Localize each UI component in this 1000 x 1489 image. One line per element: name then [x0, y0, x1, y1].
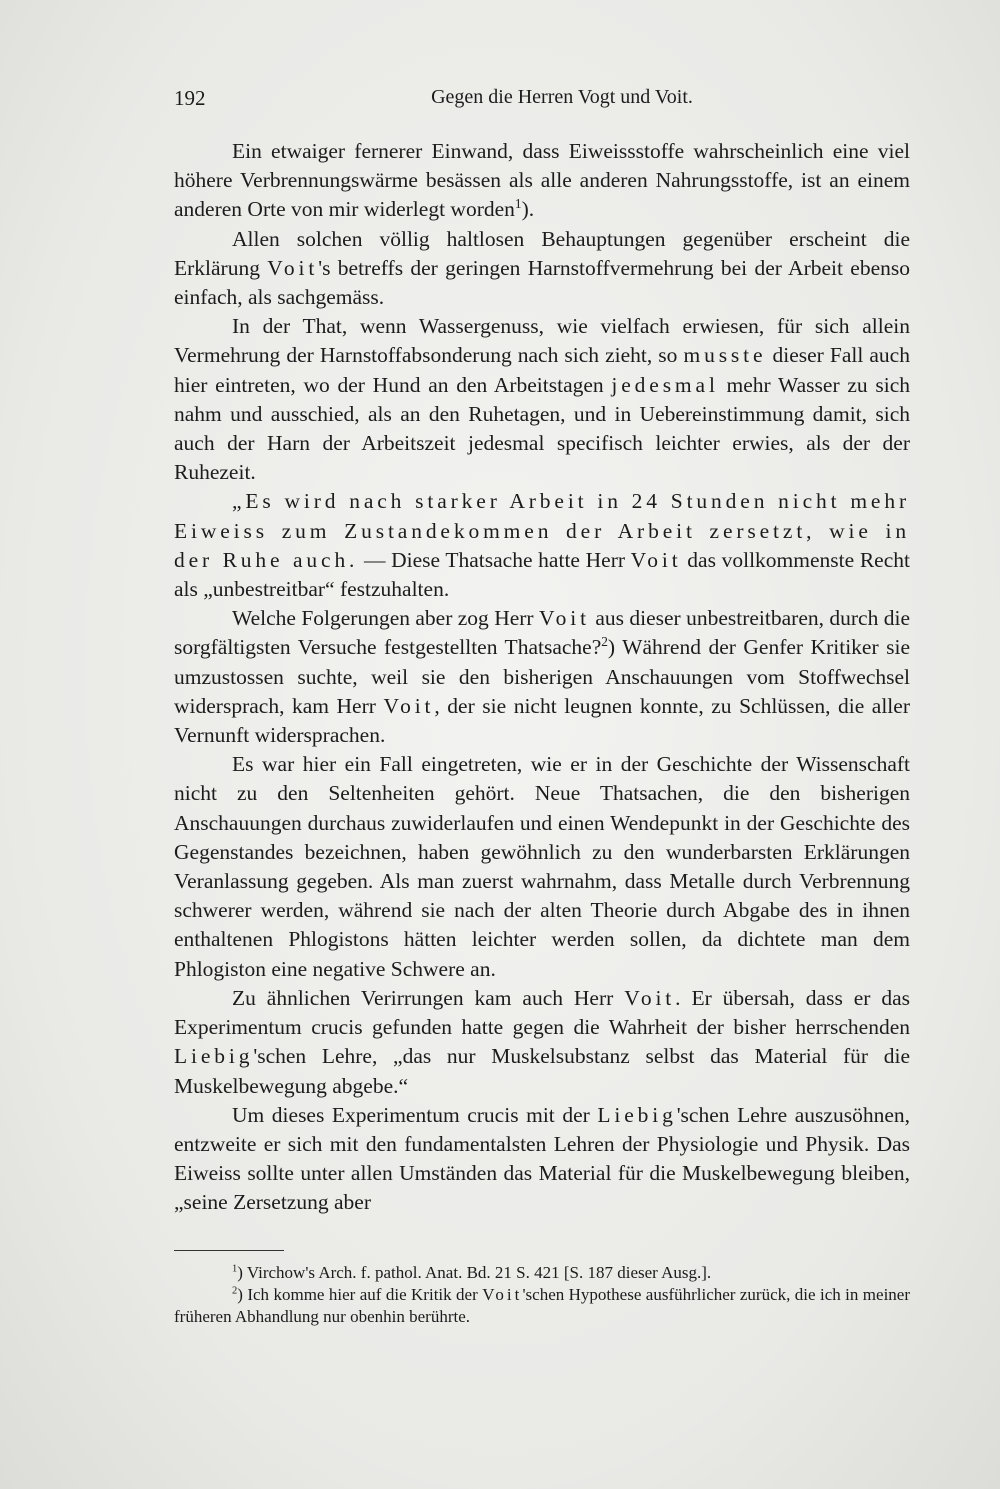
text-run: aus dieser unbestreitbaren, durch die sorgfältigsten Versuche festgestellten Thatsache?: [174, 606, 910, 660]
text-run: Es war hier ein Fall eingetreten, wie er in der Geschichte der Wissenschaft nicht zu den Seltenheiten gehört. Neue Thatsachen, die den bisherigen Anschauungen durchaus zuwiderlaufen und einen Wendepunkt in der Geschichte des Gegenstandes bezeichnen, haben gewöhnlich zu den wunderbarsten Erklärungen Veranlassung gegeben. Als man zuerst wahrnahm, dass Metalle durch Verbrennung schwerer werden, während sie nach der alten Theorie durch Abgabe des in ihnen enthaltenen Phlogistons hätten leichter werden sollen, da dichtete man dem Phlogiston eine negative Schwere an.: [174, 752, 910, 981]
text-run: , der sie nicht leugnen konnte, zu Schlüssen, die aller Vernunft widersprachen.: [174, 693, 910, 748]
text-run: Welche Folgerungen aber zog Herr: [232, 606, 539, 631]
text-run: ) Virchow's Arch. f. pathol. Anat. Bd. 21 S. 421 [S. 187 dieser Ausg.].: [237, 1263, 712, 1282]
spaced-emphasis: musste: [683, 343, 767, 368]
text-run: — Diese Thatsache hatte Herr: [358, 547, 631, 572]
spaced-emphasis: Voit: [630, 547, 682, 572]
footnote-rule: [174, 1250, 284, 1251]
text-run: Um dieses Experimentum crucis mit der: [232, 1102, 598, 1127]
paragraph: [174, 137, 910, 225]
spaced-emphasis: jedesmal: [611, 372, 719, 397]
text-run: 's betreffs der geringen Harnstoffvermehrung bei der Arbeit ebenso einfach, als sachgemäss.: [174, 255, 911, 310]
text-run: . Er übersah, dass er das Experimentum crucis gefunden hatte gegen die Wahrheit der bisher herrschenden: [174, 985, 911, 1040]
text-run: 'schen Lehre auszusöhnen, entzweite er sich mit den fundamentalsten Lehren der Physiologie und Physik. Das Eiweiss sollte unter allen Umständen das Material für die Muskelbewegung bleiben, „seine Zersetzung aber: [174, 1102, 910, 1215]
footnote: [174, 1284, 910, 1328]
footnote-mark: 1: [232, 1263, 238, 1275]
text-run: dieser Fall auch hier eintreten, wo der Hund an den Arbeitstagen: [174, 343, 910, 397]
paragraph: [174, 604, 910, 750]
text-run: Zu ähnlichen Verirrungen kam auch Herr: [232, 985, 625, 1010]
text-run: mehr Wasser zu sich nahm und ausschied, als an den Ruhetagen, und in Uebereinstimmung damit, sich auch der Harn der Arbeitszeit jedesmal specifisch leichter erwies, als der der Ruhezeit.: [174, 372, 911, 485]
footnote-mark: 1: [514, 196, 522, 212]
paragraph: [174, 312, 910, 487]
paragraph: [174, 750, 910, 984]
spaced-emphasis: Voit: [538, 606, 590, 631]
paragraph: [174, 487, 910, 604]
body-text: [174, 137, 910, 1218]
text-run: 'schen Hypothese ausführlicher zurück, die ich in meiner früheren Abhandlung nur obenhin berührte.: [174, 1285, 911, 1326]
text-run: In der That, wenn Wassergenuss, wie vielfach erwiesen, für sich allein Vermehrung der Harnstoffabsonderung nach sich zieht, so: [174, 314, 910, 368]
text-run: Ein etwaiger fernerer Einwand, dass Eiweissstoffe wahrscheinlich eine viel höhere Verbrennungswärme besässen als alle anderen Nahrungsstoffe, ist an einem anderen Orte von mir widerlegt worden: [174, 139, 910, 222]
text-run: ).: [521, 197, 535, 222]
page-header: [174, 86, 910, 116]
spaced-emphasis: Liebig: [597, 1102, 677, 1127]
footnote: [174, 1262, 910, 1284]
text-run: ) Ich komme hier auf die Kritik der: [237, 1285, 483, 1304]
text-run: 'schen Lehre, „das nur Muskelsubstanz selbst das Material für die Muskelbewegung abgebe.“: [174, 1044, 910, 1098]
footnote-mark: 2: [232, 1285, 238, 1297]
spaced-emphasis: Voit: [624, 985, 676, 1010]
spaced-emphasis: Liebig: [174, 1044, 254, 1069]
spaced-emphasis: „Es wird nach starker Arbeit in 24 Stunden nicht mehr Eiweiss zum Zustandekommen der Arbeit zersetzt, wie in der Ruhe auch.: [174, 489, 910, 572]
footnote-mark: 2: [601, 634, 608, 650]
text-run: das vollkommenste Recht als „unbestreitbar“ festzuhalten.: [174, 547, 910, 602]
paragraph: [174, 984, 910, 1101]
paragraph: [174, 225, 910, 313]
footnotes: [174, 1262, 910, 1328]
page-number: 192: [174, 86, 206, 110]
spaced-emphasis: Voit: [267, 255, 319, 280]
paragraph: [174, 1101, 910, 1218]
spaced-emphasis: Voit: [383, 693, 435, 718]
running-head: Gegen die Herren Vogt und Voit.: [431, 86, 693, 108]
text-run: ) Während der Genfer Kritiker sie umzustossen suchte, weil sie den bisherigen Anschauungen vom Stoffwechsel widersprach, kam Herr: [174, 635, 910, 718]
text-run: Allen solchen völlig haltlosen Behauptungen gegenüber erscheint die Erklärung: [174, 226, 910, 280]
spaced-emphasis: Voit: [482, 1285, 523, 1304]
